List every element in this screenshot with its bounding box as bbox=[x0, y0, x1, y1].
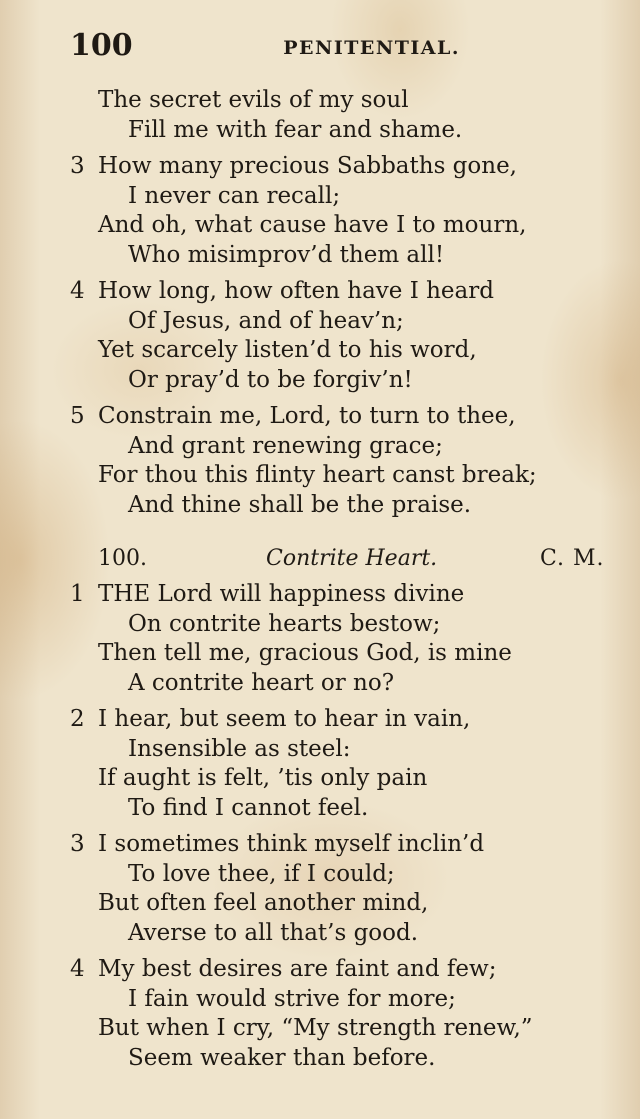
page-header bbox=[70, 26, 460, 66]
verse-number: 3 bbox=[70, 831, 85, 857]
verse-line: 2 I hear, but seem to hear in vain, bbox=[70, 705, 625, 735]
verse-line: But often feel another mind, bbox=[98, 890, 429, 916]
verse-line: And oh, what cause have I to mourn, bbox=[98, 212, 527, 238]
verse-line: And grant renewing grace; bbox=[128, 432, 443, 459]
verse-line: And thine shall be the praise. bbox=[128, 491, 472, 518]
verse-line: On contrite hearts bestow; bbox=[128, 610, 441, 637]
verse-line: 4 My best desires are faint and few; bbox=[70, 955, 625, 985]
verse-line: Yet scarcely listen’d to his word, bbox=[98, 337, 477, 363]
running-title: PENITENTIAL. bbox=[283, 37, 460, 59]
verse-number: 4 bbox=[70, 278, 85, 304]
page-body bbox=[70, 86, 625, 1073]
verse-line: Of Jesus, and of heav’n; bbox=[128, 307, 404, 334]
verse-line: The secret evils of my soul bbox=[98, 87, 409, 113]
verse-line: 5 Constrain me, Lord, to turn to thee, bbox=[70, 402, 625, 432]
verse-line: Then tell me, gracious God, is mine bbox=[98, 640, 512, 666]
stanza-5-previous bbox=[70, 402, 625, 520]
verse-number: 1 bbox=[70, 581, 85, 607]
verse-number: 3 bbox=[70, 153, 85, 179]
hymn-stanza-2 bbox=[70, 705, 625, 823]
verse-line: Who misimprov’d them all! bbox=[128, 241, 445, 268]
verse-number: 2 bbox=[70, 706, 85, 732]
verse-line: I never can recall; bbox=[128, 182, 341, 209]
hymn-stanza-1 bbox=[70, 580, 625, 698]
stanza-3-previous bbox=[70, 152, 625, 270]
verse-line: 3 I sometimes think myself inclin’d bbox=[70, 830, 625, 860]
verse-line: I fain would strive for more; bbox=[128, 985, 456, 1012]
hymn-stanza-3 bbox=[70, 830, 625, 948]
verse-line: Insensible as steel: bbox=[128, 735, 351, 762]
page-number: 100 bbox=[70, 28, 133, 63]
verse-line: Averse to all that’s good. bbox=[128, 919, 419, 946]
verse-line: But when I cry, “My strength renew,” bbox=[98, 1015, 533, 1041]
verse-line: Fill me with fear and shame. bbox=[128, 116, 463, 143]
verse-number: 5 bbox=[70, 403, 85, 429]
verse-line: 3 How many precious Sabbaths gone, bbox=[70, 152, 625, 182]
verse-line: 1 THE Lord will happiness divine bbox=[70, 580, 625, 610]
hymn-stanza-4 bbox=[70, 955, 625, 1073]
verse-line: Or pray’d to be forgiv’n! bbox=[128, 366, 413, 393]
verse-line: A contrite heart or no? bbox=[128, 669, 395, 696]
verse-line: If aught is felt, ’tis only pain bbox=[98, 765, 428, 791]
stanza-4-previous bbox=[70, 277, 625, 395]
verse-line: To love thee, if I could; bbox=[128, 860, 395, 887]
verse-line: For thou this flinty heart canst break; bbox=[98, 462, 537, 488]
hymn-meter: C. M. bbox=[540, 546, 605, 571]
verse-number: 4 bbox=[70, 956, 85, 982]
verse-line: Seem weaker than before. bbox=[128, 1044, 436, 1071]
hymn-heading bbox=[70, 544, 625, 574]
verse-line: 4 How long, how often have I heard bbox=[70, 277, 625, 307]
stanza-continuation bbox=[70, 86, 625, 145]
hymn-title: Contrite Heart. bbox=[266, 546, 438, 571]
hymn-number: 100. bbox=[98, 546, 147, 571]
verse-line: To find I cannot feel. bbox=[128, 794, 369, 821]
